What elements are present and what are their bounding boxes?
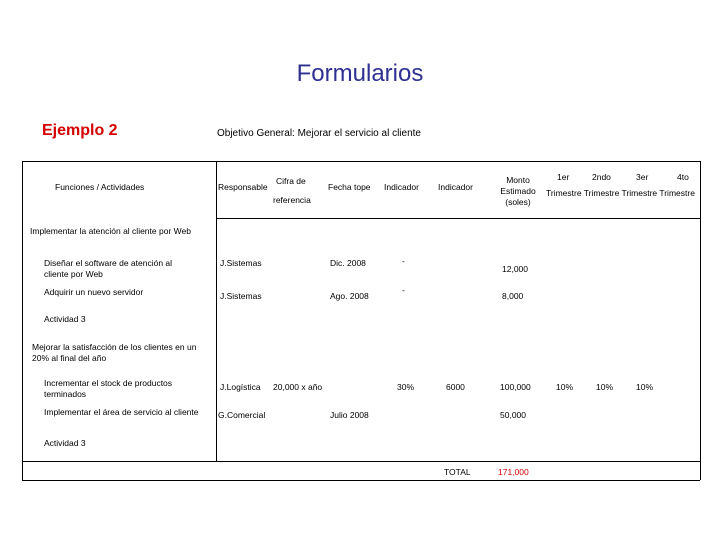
header-target-2: referencia — [273, 195, 311, 205]
row-3-responsible: J.Logística — [220, 382, 261, 392]
row-3-indicator-1: 30% — [397, 382, 415, 392]
header-responsible: Responsable — [218, 182, 268, 192]
row-4-responsible: G.Comercial — [218, 410, 266, 420]
activity-3-a: Actividad 3 — [44, 314, 86, 324]
row-4-deadline: Julio 2008 — [330, 410, 369, 420]
row-2-responsible: J.Sistemas — [220, 291, 262, 301]
header-amount-3: (soles) — [505, 197, 531, 207]
row-3-amount: 100,000 — [500, 382, 531, 392]
row-2-activity: Adquirir un nuevo servidor — [44, 287, 144, 297]
header-indicator-1: Indicador — [384, 182, 419, 192]
row-3-q3: 10% — [636, 382, 654, 392]
row-2-indicator: - — [402, 285, 405, 295]
total-value: 171,000 — [498, 467, 529, 477]
row-1-amount: 12,000 — [502, 264, 528, 274]
header-quarters: Trimestre Trimestre Trimestre Trimestre — [546, 188, 695, 198]
header-target-1: Cifra de — [276, 176, 306, 186]
header-indicator-2: Indicador — [438, 182, 473, 192]
example-label: Ejemplo 2 — [42, 122, 118, 139]
row-1-indicator: - — [402, 256, 405, 266]
header-amount-1: Monto — [506, 175, 530, 185]
header-q1: 1er — [557, 172, 570, 182]
row-2-deadline: Ago. 2008 — [330, 291, 369, 301]
row-3-activity: Incrementar el stock de productos terminados — [44, 378, 173, 399]
objective-2: Mejorar la satisfacción de los clientes en un 20% al final del año — [32, 342, 197, 363]
header-amount-2: Estimado — [500, 186, 536, 196]
header-q3: 3er — [636, 172, 649, 182]
header-deadline: Fecha tope — [328, 182, 371, 192]
row-3-q1: 10% — [556, 382, 574, 392]
row-3-q2: 10% — [596, 382, 614, 392]
row-2-amount: 8,000 — [502, 291, 524, 301]
row-4-activity: Implementar el área de servicio al cliente — [44, 407, 199, 417]
header-q4: 4to — [677, 172, 689, 182]
row-3-indicator-2: 6000 — [446, 382, 465, 392]
total-label: TOTAL — [444, 467, 471, 477]
row-1-responsible: J.Sistemas — [220, 258, 262, 268]
row-1-activity: Diseñar el software de atención al cliente por Web — [44, 258, 173, 279]
page-title: Formularios — [296, 60, 424, 87]
row-1-deadline: Dic. 2008 — [330, 258, 366, 268]
row-3-target: 20,000 x año — [273, 382, 323, 392]
activity-3-b: Actividad 3 — [44, 438, 86, 448]
header-functions: Funciones / Actividades — [55, 182, 145, 192]
objective-text: Objetivo General: Mejorar el servicio al cliente — [217, 128, 421, 139]
objective-1: Implementar la atención al cliente por Web — [30, 226, 191, 236]
row-4-amount: 50,000 — [500, 410, 526, 420]
header-q2: 2ndo — [592, 172, 611, 182]
